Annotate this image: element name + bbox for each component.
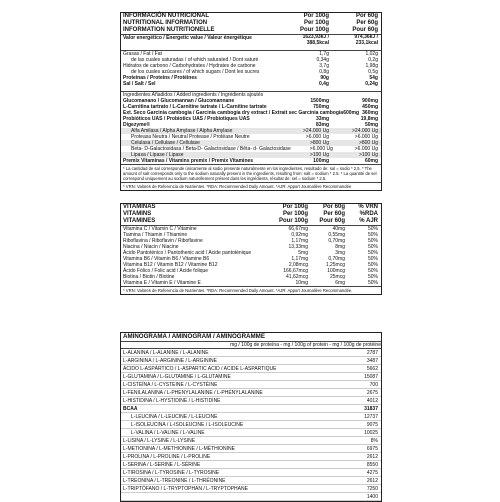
column-header: %RDA	[359, 211, 378, 217]
amino-acid-value: 9075	[366, 421, 378, 428]
nutrient-value-100g: >24.000 Ug	[303, 128, 329, 134]
nutrient-value-100g: 33mg	[315, 116, 329, 122]
nutrient-value-60g: 54g	[369, 75, 378, 81]
vitamin-value-100g: 41,62mcg	[286, 274, 308, 280]
nutrition-header	[121, 13, 381, 34]
nutrient-name: de las cuales saturadas / of which saturated / Dont saturé	[131, 57, 259, 63]
nutrition-title-row	[121, 27, 381, 34]
nutrient-value-100g: 83mg	[315, 122, 329, 128]
nutrient-value-100g: 1500mg	[310, 98, 329, 104]
nutrient-name: Lipasa / Lipase / Lipase	[131, 152, 184, 158]
amino-acid-row	[121, 477, 381, 485]
vitamins-title-row	[121, 211, 381, 218]
vitamins-title: VITAMINAS	[123, 204, 156, 210]
vitamins-header	[121, 204, 381, 225]
nutrient-value-60g: 0,24g	[365, 81, 378, 87]
amino-acid-row	[121, 413, 381, 421]
amino-acid-name: L-TREONINA / L-TREONINE / L-THRÉONINE	[123, 477, 226, 484]
nutrient-value-60g: >800 Ug	[358, 140, 378, 146]
nutrient-value-60g: 50mg	[364, 122, 378, 128]
vitamin-value-100g: 66,67mg	[288, 226, 308, 232]
nutrient-name: Beta- D-Galactosidasa / Beta-D- Galactosidase / Bêta- d- Galactosidase	[131, 146, 291, 152]
vitamins-panel	[120, 203, 382, 295]
vitamin-value-60g: 0,70mg	[328, 256, 345, 262]
amino-acid-row	[121, 381, 381, 389]
amino-acid-name: L-ISOLEUCINA / L-ISOLEUCINE / L-ISOLEUCINE	[131, 421, 244, 428]
nutrient-value-100g: 100mg	[313, 158, 329, 164]
amino-acid-value: 2612	[366, 453, 378, 460]
column-header: Por 100g	[282, 204, 308, 210]
nutrient-name: Glucomanano / Glucomannan / Glucomannane	[123, 98, 235, 104]
amino-acid-value: 31837	[364, 405, 378, 412]
amino-acid-row	[121, 357, 381, 365]
amino-acid-name: L-VALINA / L-VALINE / L-VALINE	[131, 429, 205, 436]
amino-acid-row	[121, 389, 381, 397]
nutrition-reference-note: * VRN: Valores de Referencia de Nutrientes. *RDA: Recommended Daily Amount. *AJR: Apport Journalière Recommandée	[121, 182, 381, 190]
vitamins-reference-note: * VRN: Valores de Referencia de Nutrientes. *RDA: Recommended Daily Amount. *AJR: Apport Journalière Recommandée.	[121, 286, 381, 294]
amino-acid-row	[121, 405, 381, 413]
vitamins-table	[121, 225, 381, 286]
amino-acid-row	[121, 469, 381, 477]
nutrient-value-100g: 600mg	[343, 110, 360, 116]
amino-acid-row	[121, 453, 381, 461]
amino-acid-value: 2675	[366, 389, 378, 396]
nutrition-title: INFORMATION NUTRITIONELLE	[123, 27, 215, 33]
nutrient-name: Ingredientes Añadidos / Added ingredients / Ingrédients ajoutés	[123, 92, 264, 98]
nutrient-value-60g: 450mg	[362, 104, 378, 110]
nutrient-name: Probióticos UAS / Probiotics UAS / Probiotiques UAS	[123, 116, 250, 122]
nutrition-row	[121, 81, 381, 87]
vitamin-name: Vitamina B6 / Vitamin B6 / Vitamine B6	[123, 256, 210, 262]
nutrient-name: Celulasa / Cellulase / Cellulase	[131, 140, 200, 146]
nutrient-value-60g: 60mg	[364, 158, 378, 164]
amino-acid-name: BCAA	[123, 405, 138, 412]
amino-acid-value: 15087	[364, 373, 378, 380]
vitamin-rda-percent: 50%	[367, 238, 378, 244]
amino-acid-value: 7250	[366, 485, 378, 492]
nutrition-title-row	[121, 13, 381, 20]
vitamin-value-60g: 40mg	[332, 226, 345, 232]
column-header: Per 60g	[356, 20, 378, 26]
nutrition-panel	[120, 12, 382, 191]
nutrition-table	[121, 34, 381, 164]
nutrient-name: Premix Vitaminas / Vitamins premix / Premix Vitamines	[123, 158, 254, 164]
vitamins-title-row	[121, 218, 381, 225]
amino-acid-value: 5662	[366, 365, 378, 372]
nutrient-value-100g: 90g	[320, 75, 329, 81]
nutrient-value-100g: 750mg	[313, 104, 329, 110]
nutrient-name: Valor energético / Energetic value / Valeur énergétique	[123, 35, 252, 41]
amino-acid-row	[121, 348, 381, 357]
vitamin-value-100g: 1,17mg	[291, 256, 308, 262]
nutrient-value-100g: 0,8g	[319, 69, 329, 75]
vitamin-name: Tiamina / Thiamin / Thiamine	[123, 232, 188, 238]
amino-acid-name: L-GLUTAMINA / L-GLUTAMINE / L-GLUTAMINE	[123, 373, 231, 380]
nutrient-value-60g: 360mg	[362, 110, 378, 116]
vitamin-value-100g: 5mg	[298, 250, 308, 256]
amino-acid-name: L-ARGININA / L-ARGININE / L-ARGININE	[123, 357, 217, 364]
nutrient-value-60g: >24.000 Ug	[352, 128, 378, 134]
column-header: Pour 60g	[319, 218, 345, 224]
nutrient-value-60g: 0,2g	[368, 57, 378, 63]
vitamin-rda-percent: 50%	[367, 280, 378, 286]
amino-acid-value: 10025	[364, 429, 378, 436]
vitamin-rda-percent: 50%	[367, 262, 378, 268]
aminogram-panel	[120, 332, 382, 502]
nutrient-name: Sal / Salt / Sel	[123, 81, 156, 87]
amino-acid-row	[121, 437, 381, 445]
aminogram-title: AMINOGRAMA / AMINOGRAM / AMINOGRAMME	[123, 333, 265, 340]
amino-acid-row	[121, 461, 381, 469]
nutrient-value-60g: 1,02g	[365, 51, 378, 57]
nutrient-value-100g: >100 Ug	[309, 152, 329, 158]
aminogram-table	[121, 348, 381, 501]
nutrition-salt-note: * La cantidad de sal corresponde únicamente al sodio presente naturalmente en los ingredientes, resultado de: sal = sodio * 2,5. * The amount of salt corresponds only to the sodium naturally present in the ingredients, resulting from: salt = sodium * 2.5. * La quantité de sel correspond uniquement au sodium naturellement présent dans les ingrédients, résultat de: sel = sodium * 2,5.	[121, 164, 381, 182]
amino-acid-name: L-CISTEÍNA / L-CYSTEINE / L-CYSTÉINE	[123, 381, 218, 388]
vitamins-title: VITAMINS	[123, 211, 152, 217]
amino-acid-row	[121, 421, 381, 429]
nutrient-value-100g: 3,7g	[319, 63, 329, 69]
vitamin-value-100g: 0,92mg	[291, 232, 308, 238]
nutrition-row	[121, 50, 381, 57]
amino-acid-name: L-LEUCINA / L-LEUCINE / L-LEUCINE	[131, 413, 218, 420]
amino-acid-row	[121, 485, 381, 493]
amino-acid-name: L-SERINA / L-SERINE / L-SÉRINE	[123, 461, 201, 468]
vitamin-value-100g: 10mg	[295, 280, 308, 286]
amino-acid-value: 12737	[364, 413, 378, 420]
nutrition-row	[121, 91, 381, 98]
nutrition-row	[121, 158, 381, 164]
vitamin-rda-percent: 50%	[367, 232, 378, 238]
amino-acid-name: L-ALANINA / L-ALANINE / L-ALANINE	[123, 349, 209, 356]
amino-acid-row	[121, 445, 381, 453]
amino-acid-value: 8550	[366, 461, 378, 468]
column-header: Pour 100g	[299, 27, 329, 33]
vitamin-name: Ácido Pantoténico / Pantothenic acid / Acide pantoténique	[123, 250, 252, 256]
vitamin-name: Riboflavina / Riboflavin / Riboflavine	[123, 238, 203, 244]
amino-acid-value: 3487	[366, 357, 378, 364]
nutrient-value-60g: >100 Ug	[358, 152, 378, 158]
nutrient-value-100g: 1623,93kJ / 388,5kcal	[302, 34, 329, 46]
aminogram-unit-label: mg / 100g de proteína - mg / 100g of protein - mg / 100g de protéine	[230, 342, 381, 348]
nutrient-name: Grasas / Fat / Fat	[123, 51, 162, 57]
column-header: Pour 100g	[278, 218, 308, 224]
vitamin-rda-percent: 50%	[367, 244, 378, 250]
nutrient-value-100g: >800 Ug	[309, 140, 329, 146]
vitamin-name: Niacina / Niacin / Niacine	[123, 244, 179, 250]
amino-acid-name: L-METIONINA / L-METHIONINE / L-MÉTHIONINE	[123, 445, 235, 452]
vitamin-name: Vitamina E / Vitamin E / Vitamine E	[123, 280, 201, 286]
vitamin-value-60g: 3mg	[335, 250, 345, 256]
vitamin-name: Vitamina B12 / Vitamin B12 / Vitamine B12	[123, 262, 218, 268]
nutrient-value-60g: 974,36kJ / 233,1kcal	[354, 34, 378, 46]
amino-acid-row	[121, 373, 381, 381]
vitamin-name: Vitamina C / Vitamin C / Vitamine	[123, 226, 197, 232]
vitamin-rda-percent: 50%	[367, 274, 378, 280]
nutrient-name: Digezyme®	[123, 122, 151, 128]
vitamin-value-60g: 1,25mcg	[325, 262, 345, 268]
column-header: Por 60g	[355, 13, 378, 19]
vitamin-value-60g: 8mg	[335, 244, 345, 250]
nutrient-value-60g: >6.000 Ug	[354, 146, 378, 152]
vitamin-value-100g: 2,08mcg	[288, 262, 308, 268]
amino-acid-row	[121, 397, 381, 405]
nutrient-value-60g: 900mg	[362, 98, 378, 104]
column-header: % AJR	[359, 218, 378, 224]
vitamin-value-100g: 1,17mg	[291, 238, 308, 244]
amino-acid-name: L-TRIPTÓFANO / L-TRYPTOPHAN / L-TRYPTOPHANE	[123, 485, 248, 492]
vitamin-value-100g: 13,33mg	[288, 244, 308, 250]
nutrient-name: Proteínas / Proteins / Protéines	[123, 75, 197, 81]
vitamin-rda-percent: 50%	[367, 250, 378, 256]
nutrient-value-100g: >6.000 Ug	[309, 146, 333, 152]
vitamins-title-row	[121, 204, 381, 211]
amino-acid-value: 700	[369, 381, 378, 388]
vitamin-rda-percent: 50%	[367, 256, 378, 262]
amino-acid-name: ÁCIDO L-ASPÁRTICO / L-ASPARTIC ACID / ACIDE L-ASPARTIQUE	[123, 365, 277, 372]
nutrient-name: L-Carnitina tartrato / L-Carnitine tartrate / L-Carnitine tartrate	[123, 104, 267, 110]
nutrient-value-60g: 1,98g	[365, 63, 378, 69]
vitamin-rda-percent: 50%	[367, 226, 378, 232]
nutrition-row	[121, 34, 381, 46]
vitamin-name: Ácido Fólico / Folic acid / Acide folique	[123, 268, 209, 274]
vitamins-title: VITAMINES	[123, 218, 156, 224]
amino-acid-row	[121, 429, 381, 437]
amino-acid-value: 6975	[366, 445, 378, 452]
column-header: Per 60g	[323, 211, 345, 217]
vitamin-rda-percent: 50%	[367, 268, 378, 274]
column-header: Per 100g	[282, 211, 308, 217]
nutrition-title: INFORMACIÓN NUTRICIONAL	[123, 13, 209, 19]
nutrient-value-60g: >6.000 Ug	[354, 134, 378, 140]
amino-acid-value: 2787	[366, 349, 378, 356]
column-header: Per 100g	[303, 20, 329, 26]
amino-acid-name: L-HISTIDINA / L-HYSTIDINE / L-HISTIDINE	[123, 397, 221, 404]
amino-acid-value: 8%	[370, 437, 378, 444]
vitamin-value-60g: 0,70mg	[328, 238, 345, 244]
vitamin-value-60g: 100mcg	[327, 268, 345, 274]
vitamin-row	[121, 225, 381, 232]
amino-acid-value: 4275	[366, 469, 378, 476]
nutrient-value-60g: 19,8mg	[360, 116, 378, 122]
nutrient-value-100g: 0,4g	[318, 81, 329, 87]
amino-acid-row	[121, 493, 381, 501]
nutrient-value-100g: 0,34g	[316, 57, 329, 63]
column-header: % VRN	[358, 204, 378, 210]
vitamin-value-60g: 25mcg	[329, 274, 345, 280]
nutrient-name: de los cuales azúcares / of which sugars / Dont les sucres	[131, 69, 260, 75]
amino-acid-name: L-TIROSINA / L-TYROSINE / L-TYROSINE	[123, 469, 220, 476]
vitamin-row	[121, 280, 381, 286]
nutrient-name: Ext. Seco Garcinia cambogia / Garcinia cambogia dry extract / Extrait sec Garcinia cambogia	[123, 110, 344, 116]
vitamin-name: Biotina / Biotin / Biotine	[123, 274, 175, 280]
amino-acid-name: L-PROLINA / L-PROLINE / L-PROLINE	[123, 453, 211, 460]
nutrient-name: Hidratos de carbono / Carbohydrates / Hydrates de carbone	[123, 63, 256, 69]
column-header: Pour 60g	[352, 27, 378, 33]
amino-acid-value: 2612	[366, 477, 378, 484]
nutrient-value-60g: 0,5g	[368, 69, 378, 75]
nutrient-value-100g: 1,7g	[319, 51, 329, 57]
vitamin-value-60g: 0,55mg	[328, 232, 345, 238]
amino-acid-name: L-FENILALANINA / L-PHENYLALANINE / L-PHÉNYLALANINE	[123, 389, 263, 396]
nutrient-name: Alfa Amilasa / Alpha Amylase / Alpha Amylase	[131, 128, 233, 134]
vitamin-value-100g: 166,67mcg	[283, 268, 308, 274]
amino-acid-row	[121, 365, 381, 373]
nutrient-name: Proteasa Neutra / Neutral Protease / Protéase Neutre	[131, 134, 250, 140]
amino-acid-name: L-LISINA / L-LYSINE / L-LYSINE	[123, 437, 196, 444]
amino-acid-value: 4012	[366, 397, 378, 404]
nutrient-value-100g: >6.000 Ug	[305, 134, 329, 140]
column-header: Por 100g	[303, 13, 329, 19]
nutrition-title-row	[121, 20, 381, 27]
column-header: Por 60g	[322, 204, 345, 210]
aminogram-unit-header	[121, 341, 381, 348]
amino-acid-value: 1400	[366, 493, 378, 500]
nutrition-title: NUTRITIONAL INFORMATION	[123, 20, 208, 26]
vitamin-value-60g: 6mg	[335, 280, 345, 286]
